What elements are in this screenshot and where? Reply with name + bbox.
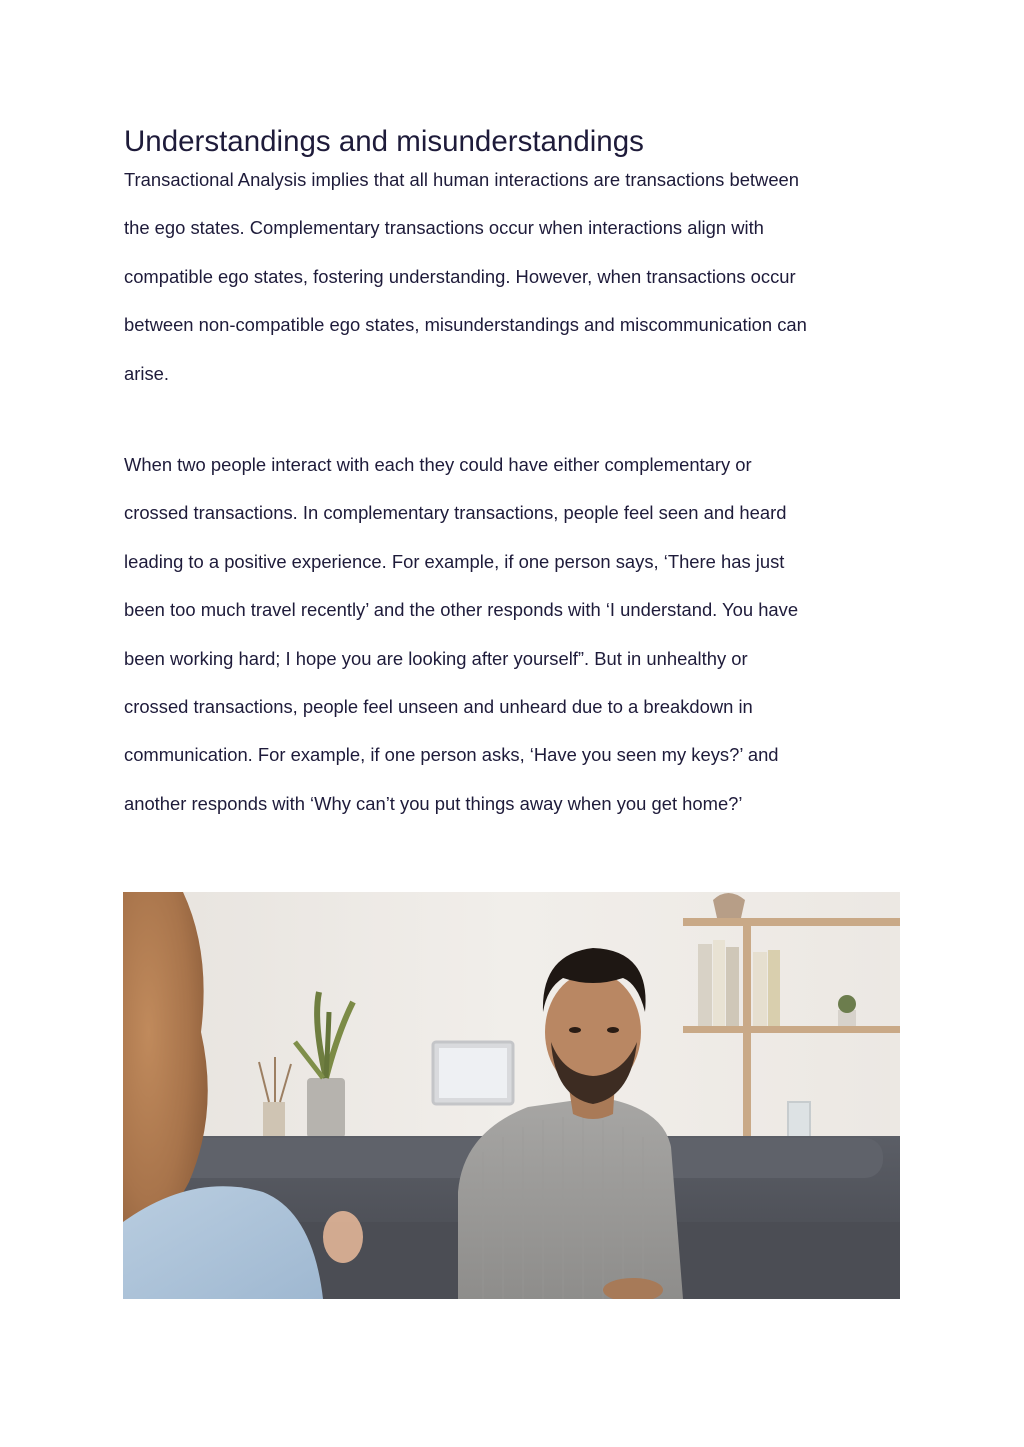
paragraph-line: crossed transactions. In complementary transactions, people feel seen and heard [124, 502, 787, 524]
paragraph-line: crossed transactions, people feel unseen and unheard due to a breakdown in [124, 696, 753, 718]
paragraph-line: leading to a positive experience. For example, if one person says, ‘There has just [124, 550, 785, 572]
paragraph-line: arise. [124, 362, 169, 384]
paragraph-line: been working hard; I hope you are looking after yourself”. But in unhealthy or [124, 647, 748, 669]
paragraph-2 [124, 441, 900, 828]
paragraph-line: compatible ego states, fostering understanding. However, when transactions occur [124, 265, 796, 287]
page-title: Understandings and misunderstandings [124, 125, 644, 158]
paragraph-line: between non-compatible ego states, misunderstandings and miscommunication can [124, 314, 807, 336]
paragraph-line: When two people interact with each they could have either complementary or [124, 454, 752, 476]
paragraph-line: communication. For example, if one person asks, ‘Have you seen my keys?’ and [124, 744, 779, 766]
paragraph-line: another responds with ‘Why can’t you put things away when you get home?’ [124, 792, 743, 814]
paragraph-1 [124, 156, 900, 398]
document-page [124, 120, 900, 828]
counseling-session-photo [123, 892, 900, 1299]
paragraph-line: Transactional Analysis implies that all human interactions are transactions between [124, 169, 800, 190]
paragraph-line: been too much travel recently’ and the other responds with ‘I understand. You have [124, 599, 799, 621]
paragraph-line: the ego states. Complementary transactions occur when interactions align with [124, 217, 764, 239]
